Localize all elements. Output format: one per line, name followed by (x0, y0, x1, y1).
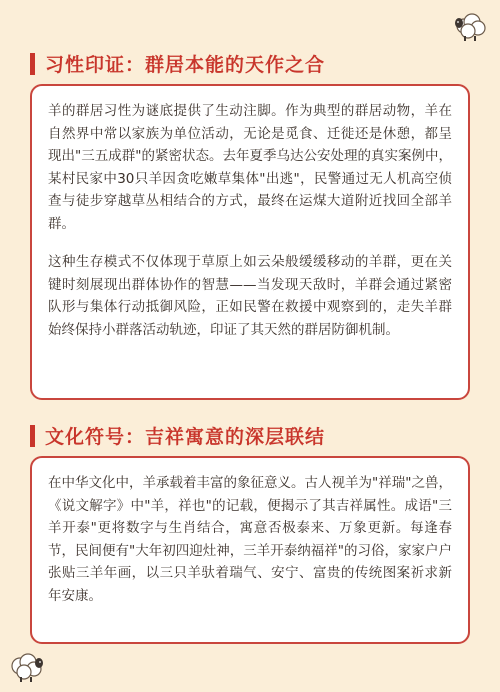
content-card-habits (30, 84, 470, 400)
section-title-culture (30, 422, 325, 449)
paragraph: 在中华文化中，羊承载着丰富的象征意义。古人视羊为"祥瑞"之兽，《说文解字》中"羊，祥也"的记载，便揭示了其吉祥属性。成语"三羊开泰"更将数字与生肖结合，寓意否极泰来、万象更新。每逢春节，民间便有"大年初四迎灶神，三羊开泰纳福祥"的习俗，家家户户张贴三羊年画，以三只羊驮着瑞气、安宁、富贵的传统图案祈求新年安康。 (48, 475, 452, 604)
title-accent-bar (30, 425, 35, 447)
section-title-habits (30, 50, 325, 77)
section-title-text: 文化符号：吉祥寓意的深层联结 (45, 426, 326, 448)
paragraph: 羊的群居习性为谜底提供了生动注脚。作为典型的群居动物，羊在自然界中常以家族为单位活动，无论是觅食、迁徙还是休憩，都呈现出"三五成群"的紧密状态。去年夏季乌达公安处理的真实案例中，某村民家中30只羊因贪吃嫩草集体"出逃"，民警通过无人机高空侦查与徒步穿越草丛相结合的方式，最终在运煤大道附近找回全部羊群。 (48, 103, 452, 232)
section-title-text: 习性印证：群居本能的天作之合 (45, 54, 326, 76)
sheep-icon (452, 10, 490, 44)
paragraph: 这种生存模式不仅体现于草原上如云朵般缓缓移动的羊群，更在关键时刻展现出群体协作的智慧——当发现天敌时，羊群会通过紧密队形与集体行动抵御风险，正如民警在救援中观察到的，走失羊群始终保持小群落活动轨迹，印证了其天然的群居防御机制。 (48, 254, 452, 338)
title-accent-bar (30, 53, 35, 75)
sheep-icon (6, 650, 46, 686)
content-card-culture (30, 456, 470, 644)
